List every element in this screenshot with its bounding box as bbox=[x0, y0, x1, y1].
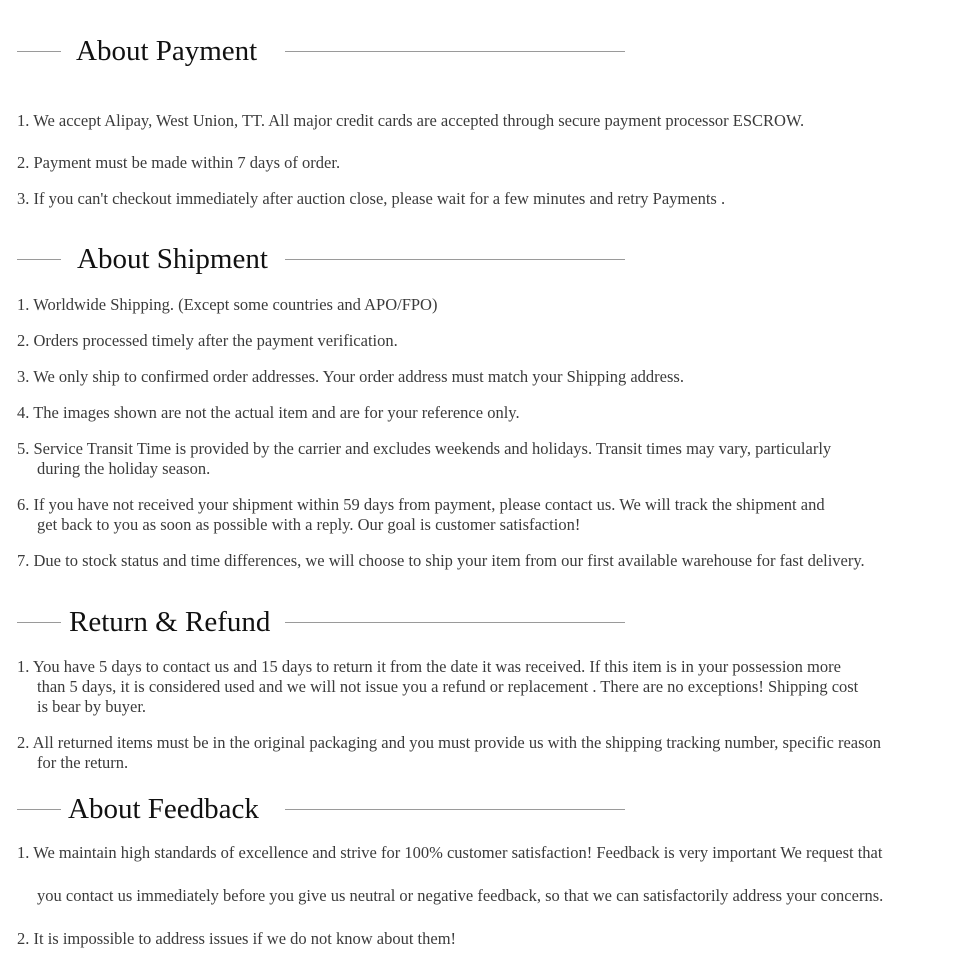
shipment-item-7: 7. Due to stock status and time differences, we will choose to ship your item from our first available warehouse for fast delivery. bbox=[17, 551, 865, 570]
header-rule-left bbox=[17, 622, 61, 623]
shipment-item-1: 1. Worldwide Shipping. (Except some countries and APO/FPO) bbox=[17, 295, 438, 314]
header-rule-right bbox=[285, 51, 625, 52]
header-rule-left bbox=[17, 809, 61, 810]
section-header-feedback bbox=[0, 787, 980, 831]
feedback-item-2: 2. It is impossible to address issues if we do not know about them! bbox=[17, 929, 457, 948]
shipment-item-6-line2: get back to you as soon as possible with a reply. Our goal is customer satisfaction! bbox=[37, 515, 581, 534]
shipment-item-5-line1: 5. Service Transit Time is provided by the carrier and excludes weekends and holidays. Transit times may vary, particularly bbox=[17, 439, 832, 458]
header-rule-left bbox=[17, 51, 61, 52]
shipment-item-5 bbox=[17, 439, 967, 479]
shipment-item-4: 4. The images shown are not the actual item and are for your reference only. bbox=[17, 403, 520, 422]
shipment-item-6 bbox=[17, 495, 967, 535]
feedback-item-1-line2: you contact us immediately before you give us neutral or negative feedback, so that we can satisfactorily address your concerns. bbox=[37, 886, 884, 905]
section-header-shipment bbox=[0, 237, 980, 281]
shipment-item-5-line2: during the holiday season. bbox=[37, 459, 211, 478]
payment-item-1: 1. We accept Alipay, West Union, TT. All major credit cards are accepted through secure payment processor ESCROW. bbox=[17, 111, 805, 130]
header-rule-right bbox=[285, 259, 625, 260]
refund-item-1-line1: 1. You have 5 days to contact us and 15 days to return it from the date it was received. If this item is in your possession more bbox=[17, 657, 841, 676]
header-rule-left bbox=[17, 259, 61, 260]
refund-item-2 bbox=[17, 733, 967, 773]
feedback-item-1-line1: 1. We maintain high standards of excellence and strive for 100% customer satisfaction! Feedback is very important We request that bbox=[17, 843, 883, 862]
refund-item-1-line3: is bear by buyer. bbox=[37, 697, 147, 716]
shipment-item-2: 2. Orders processed timely after the payment verification. bbox=[17, 331, 398, 350]
refund-item-2-line1: 2. All returned items must be in the original packaging and you must provide us with the shipping tracking number, specific reason bbox=[17, 733, 882, 752]
shipment-item-6-line1: 6. If you have not received your shipment within 59 days from payment, please contact us. We will track the shipment and bbox=[17, 495, 825, 514]
feedback-item-1 bbox=[17, 843, 967, 906]
section-header-refund bbox=[0, 600, 980, 644]
refund-item-1 bbox=[17, 657, 967, 717]
section-title-payment: About Payment bbox=[76, 35, 258, 67]
section-title-shipment: About Shipment bbox=[77, 243, 268, 275]
refund-item-1-line2: than 5 days, it is considered used and we will not issue you a refund or replacement . There are no exceptions! Shipping cost bbox=[37, 677, 859, 696]
section-title-feedback: About Feedback bbox=[68, 793, 259, 825]
section-title-refund: Return & Refund bbox=[69, 606, 271, 638]
shipment-item-3: 3. We only ship to confirmed order addresses. Your order address must match your Shipping address. bbox=[17, 367, 684, 386]
payment-item-3: 3. If you can't checkout immediately after auction close, please wait for a few minutes and retry Payments . bbox=[17, 189, 726, 208]
refund-item-2-line2: for the return. bbox=[37, 753, 129, 772]
payment-item-2: 2. Payment must be made within 7 days of order. bbox=[17, 153, 341, 172]
header-rule-right bbox=[285, 622, 625, 623]
header-rule-right bbox=[285, 809, 625, 810]
section-header-payment bbox=[0, 29, 980, 73]
